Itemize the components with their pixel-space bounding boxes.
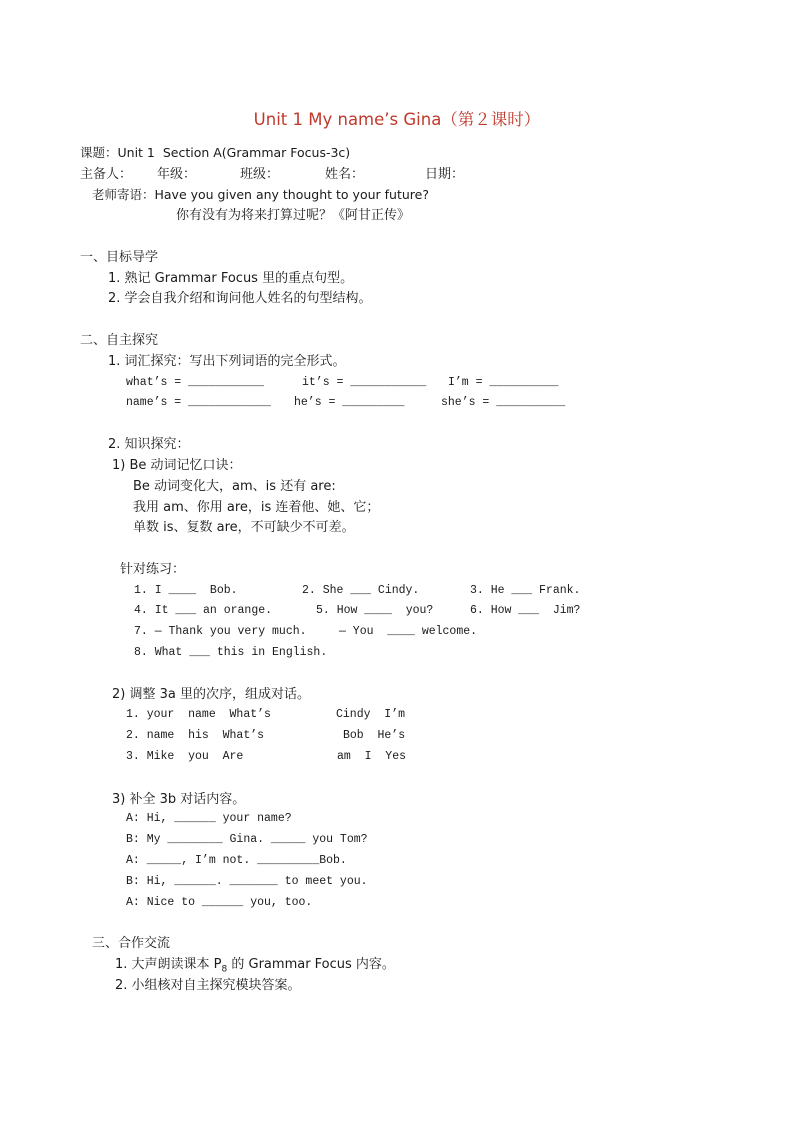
practice-item[interactable]: 2. She ___ Cindy. xyxy=(302,584,420,597)
dialog-line[interactable]: B: My ________ Gina. _____ you Tom? xyxy=(126,833,368,846)
name-label: 姓名： xyxy=(325,167,365,182)
practice-label: 针对练习： xyxy=(120,562,186,577)
goal-item: 2. 学会自我介绍和询问他人姓名的句型结构。 xyxy=(108,291,372,306)
dialog-line[interactable]: A: Nice to ______ you, too. xyxy=(126,896,313,909)
section-heading-goals: 一、目标导学 xyxy=(80,250,159,265)
be-verb-rhyme-line: 我用 am、你用 are，is 连着他、她、它； xyxy=(133,500,380,515)
vocab-blank[interactable]: it’s = ___________ xyxy=(302,376,427,389)
section-heading-explore: 二、自主探究 xyxy=(80,333,159,348)
practice-item[interactable]: 8. What ___ this in English. xyxy=(134,646,328,659)
teacher-message: 老师寄语：Have you given any thought to your future? xyxy=(92,187,429,202)
preparer-label: 主备人： xyxy=(80,167,133,182)
be-verb-rhyme-line: Be 动词变化大，am、is 还有 are: xyxy=(133,479,336,494)
order-words: Bob He’s xyxy=(343,729,406,742)
page-title: Unit 1 My name’s Gina（第２课时） xyxy=(253,110,541,129)
order-words: am I Yes xyxy=(337,750,407,763)
cooperate-item xyxy=(115,958,395,975)
page-number-subscript: 8 xyxy=(221,964,228,975)
dialog-line[interactable]: A: Hi, ______ your name? xyxy=(126,812,292,825)
grade-label: 年级： xyxy=(157,167,197,182)
vocab-label: 1. 词汇探究：写出下列词语的完全形式。 xyxy=(108,354,346,369)
order-words: 2. name his What’s xyxy=(126,729,265,742)
message-translation: 你有没有为将来打算过呢？《阿甘正传》 xyxy=(176,208,411,223)
class-label: 班级： xyxy=(240,167,280,182)
order-words: 3. Mike you Are xyxy=(126,750,244,763)
dialog-heading: 3) 补全 3b 对话内容。 xyxy=(112,792,246,807)
vocab-blank[interactable]: name’s = ____________ xyxy=(126,396,271,409)
knowledge-label: 2. 知识探究： xyxy=(108,437,190,452)
practice-item[interactable]: 6. How ___ Jim? xyxy=(470,604,581,617)
date-label: 日期： xyxy=(425,167,465,182)
practice-item[interactable]: 7. — Thank you very much. xyxy=(134,625,307,638)
be-verb-heading: 1) Be 动词记忆口诀： xyxy=(112,458,242,473)
vocab-blank[interactable]: he’s = _________ xyxy=(294,396,405,409)
vocab-blank[interactable]: she’s = __________ xyxy=(441,396,566,409)
section-heading-cooperate: 三、合作交流 xyxy=(92,936,171,951)
vocab-blank[interactable]: what’s = ___________ xyxy=(126,376,265,389)
dialog-line[interactable]: B: Hi, ______. _______ to meet you. xyxy=(126,875,368,888)
practice-item[interactable]: 1. I ____ Bob. xyxy=(134,584,238,597)
practice-item[interactable]: 5. How ____ you? xyxy=(316,604,434,617)
vocab-blank[interactable]: I’m = __________ xyxy=(448,376,559,389)
cooperate-item-text: 的 Grammar Focus 内容。 xyxy=(227,957,395,972)
goal-item: 1. 熟记 Grammar Focus 里的重点句型。 xyxy=(108,271,354,286)
cooperate-item-text: 1. 大声朗读课本 P xyxy=(115,957,222,972)
practice-item[interactable]: 3. He ___ Frank. xyxy=(470,584,581,597)
dialog-line[interactable]: A: _____, I’m not. _________Bob. xyxy=(126,854,347,867)
practice-item[interactable]: 4. It ___ an orange. xyxy=(134,604,273,617)
order-heading: 2) 调整 3a 里的次序，组成对话。 xyxy=(112,687,310,702)
order-words: Cindy I’m xyxy=(336,708,406,721)
be-verb-rhyme-line: 单数 is、复数 are，不可缺少不可差。 xyxy=(133,520,355,535)
cooperate-item: 2. 小组核对自主探究模块答案。 xyxy=(115,978,301,993)
order-words: 1. your name What’s xyxy=(126,708,271,721)
topic-line: 课题：Unit 1 Section A(Grammar Focus-3c) xyxy=(80,145,351,160)
practice-item[interactable]: — You ____ welcome. xyxy=(339,625,478,638)
